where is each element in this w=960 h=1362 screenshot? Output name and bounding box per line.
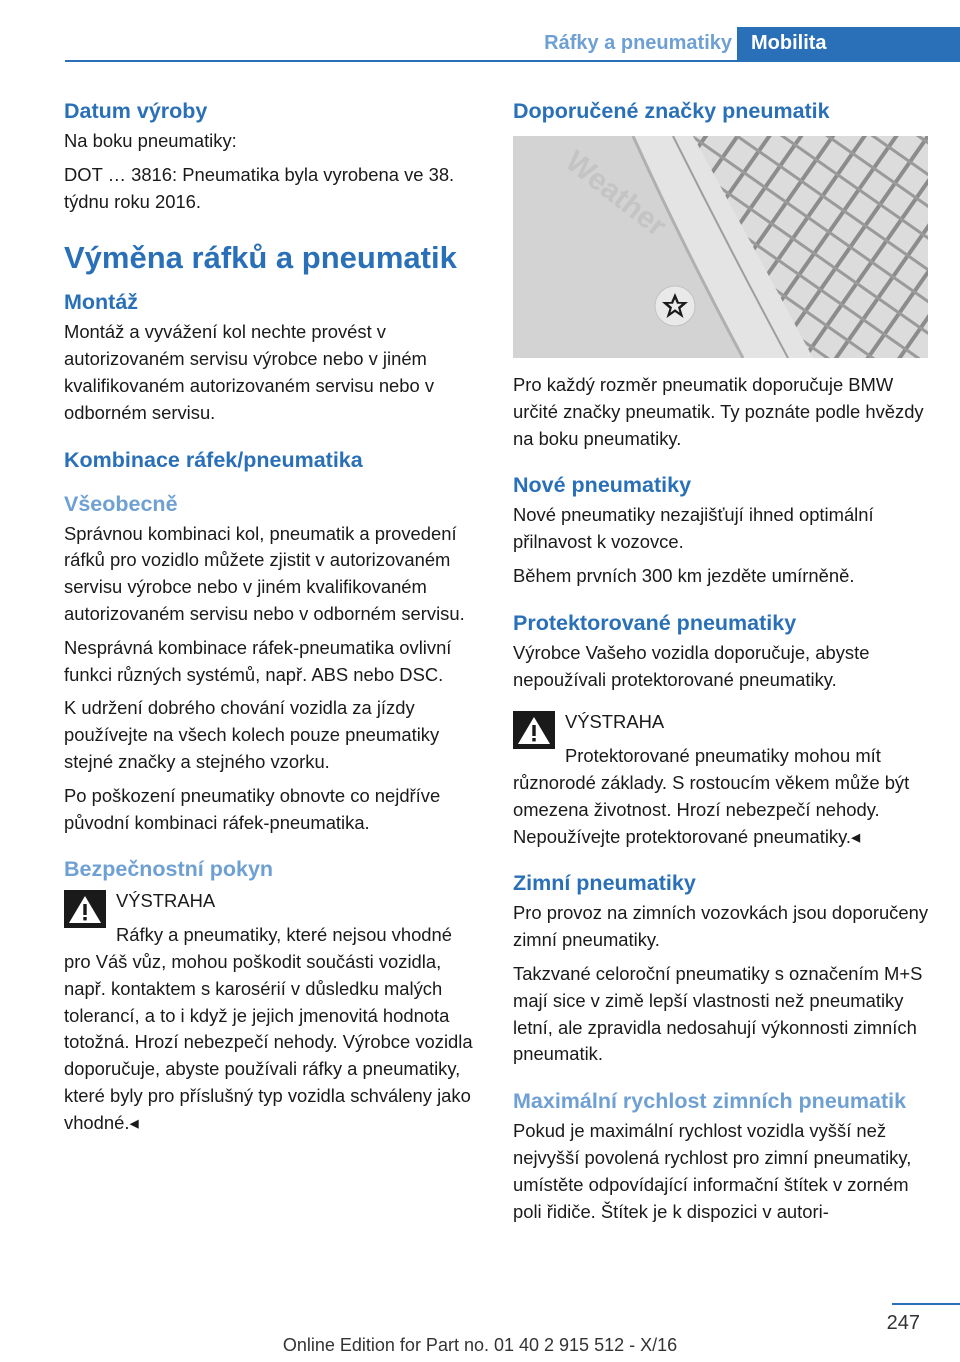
zimni-paragraph-2: Takzvané celoroční pneumatiky s označením M+S mají sice v zimě lepší vlastnosti než pneumatiky letní, ale zpravidla nedosahují výkonnosti zimních pneumatik. bbox=[513, 962, 923, 1065]
warning-text: Ráfky a pneumatiky, které nejsou vhodné pro Váš vůz, mohou poškodit součásti vozidla, např. kontaktem s karosérií v důsledku malých tolerancí, a to i když je jejich jmenovitá hodnota totožná. Hrozí nebezpečí nehody. Výrobce vozidla doporučuje, abyste používali ráfky a pneumatiky, které byly pro příslušný typ vozidla schváleny jako vhodné.◂ bbox=[64, 924, 473, 1133]
warning-block-left bbox=[64, 886, 480, 1136]
bmw-star-marking-icon bbox=[655, 286, 695, 326]
warning-block-right bbox=[513, 707, 933, 850]
page-number: 247 bbox=[886, 1312, 920, 1334]
tire-sidewall-image bbox=[513, 136, 928, 358]
doporucene-paragraph: Pro každý rozměr pneumatik doporučuje BMW určité značky pneumatik. Ty poznáte podle hvězdy na boku pneumatiky. bbox=[513, 374, 924, 449]
sidewall-text: Weather bbox=[559, 144, 673, 244]
datum-paragraph-2: DOT … 3816: Pneumatika byla vyrobena ve 38. týdnu roku 2016. bbox=[64, 163, 455, 212]
warning-label: VÝSTRAHA bbox=[565, 711, 665, 733]
vseobecne-paragraph-2: Nesprávná kombinace ráfek-pneumatika ovlivní funkci různých systémů, např. ABS nebo DSC. bbox=[64, 636, 452, 685]
protektor-paragraph: Výrobce Vašeho vozidla doporučuje, abyste nepoužívali protektorované pneumatiky. bbox=[513, 641, 870, 690]
datum-heading: Datum výroby bbox=[64, 99, 208, 123]
footer-edition-text: Online Edition for Part no. 01 40 2 915 512 - X/16 bbox=[282, 1335, 678, 1355]
nove-paragraph-2: Během prvních 300 km jezděte umírněně. bbox=[513, 564, 855, 586]
vseobecne-paragraph-1: Správnou kombinaci kol, pneumatik a provedení ráfků pro vozidlo můžete zjistit v autorizovaném servisu výrobce nebo v jiném kvalifikovaném autorizovaném servisu nebo v odborném servisu. bbox=[64, 522, 465, 624]
main-title: Výměna ráfků a pneumatik bbox=[64, 240, 457, 276]
bezpecnost-heading: Bezpečnostní pokyn bbox=[64, 857, 274, 882]
warning-triangle-icon bbox=[64, 890, 106, 928]
montaz-heading: Montáž bbox=[64, 290, 139, 315]
max-rychlost-heading: Maximální rychlost zimních pneumatik bbox=[513, 1089, 907, 1114]
footer-rule bbox=[892, 1303, 960, 1305]
warning-triangle-icon bbox=[513, 711, 555, 749]
zimni-heading: Zimní pneumatiky bbox=[513, 871, 696, 896]
warning-text: Protektorované pneumatiky mohou mít různorodé základy. S rostoucím věkem může být omezena životnost. Hrozí nebezpečí nehody. Nepoužívejte protektorované pneumatiky.◂ bbox=[513, 745, 910, 847]
vseobecne-paragraph-4: Po poškození pneumatiky obnovte co nejdříve původní kombinaci ráfek-pneumatika. bbox=[64, 784, 441, 833]
kombinace-heading: Kombinace ráfek/pneumatika bbox=[64, 447, 363, 472]
header-tab-mobilita: Mobilita bbox=[737, 27, 960, 62]
vseobecne-heading: Všeobecně bbox=[64, 491, 178, 516]
vseobecne-paragraph-3: K udržení dobrého chování vozidla za jízdy používejte na všech kolech pouze pneumatiky stejné značky a stejného vzorku. bbox=[64, 697, 440, 772]
nove-paragraph-1: Nové pneumatiky nezajišťují ihned optimální přilnavost k vozovce. bbox=[513, 504, 874, 553]
doporucene-heading: Doporučené značky pneumatik bbox=[513, 99, 830, 123]
right-column bbox=[513, 100, 933, 1232]
nove-heading: Nové pneumatiky bbox=[513, 473, 692, 498]
protektor-heading: Protektorované pneumatiky bbox=[513, 610, 797, 635]
max-rychlost-paragraph: Pokud je maximální rychlost vozidla vyšší než nejvyšší povolená rychlost pro zimní pneumatiky, umístěte odpovídající informační štítek v zorném poli řidiče. Štítek je k dispozici v autori- bbox=[513, 1120, 912, 1222]
montaz-paragraph: Montáž a vyvážení kol nechte provést v autorizovaném servisu výrobce nebo v jiném kvalifikovaném autorizovaném servisu nebo v odborném servisu. bbox=[64, 321, 435, 423]
zimni-paragraph-1: Pro provoz na zimních vozovkách jsou doporučeny zimní pneumatiky. bbox=[513, 902, 929, 951]
left-column bbox=[64, 100, 480, 1144]
datum-paragraph-1: Na boku pneumatiky: bbox=[64, 130, 237, 151]
header-section-title: Ráfky a pneumatiky bbox=[544, 32, 732, 54]
warning-label: VÝSTRAHA bbox=[116, 890, 216, 912]
